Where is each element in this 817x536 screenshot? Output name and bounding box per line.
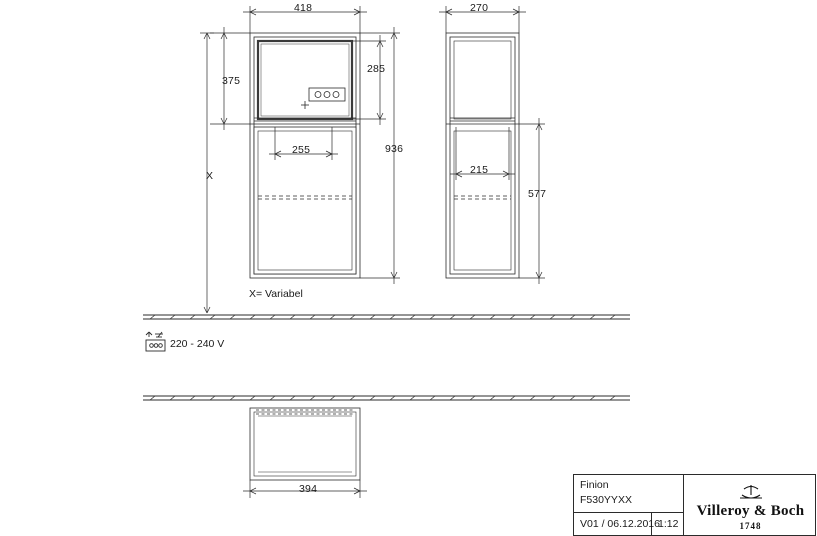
villeroy-boch-mark-icon [736, 483, 766, 503]
dimension-niche-height: 285 [367, 63, 386, 75]
dimension-side-lower-height: 577 [528, 188, 547, 200]
version-date: V01 / 06.12.2016 [580, 518, 660, 530]
note-voltage: 220 - 240 V [170, 338, 225, 350]
drawing-scale: 1:12 [658, 518, 679, 530]
dimension-plan-width: 394 [299, 483, 318, 495]
dimension-side-inner-width: 215 [470, 164, 489, 176]
brand-logo [684, 483, 817, 531]
dimension-variable-marker: X [206, 170, 214, 182]
dimension-upper-height: 375 [222, 75, 241, 87]
product-name: Finion [580, 479, 609, 491]
title-block-divider-horizontal [574, 512, 683, 513]
dimension-front-width: 418 [294, 2, 313, 14]
note-variable: X= Variabel [249, 288, 303, 300]
dimension-front-inner-width: 255 [292, 144, 311, 156]
brand-year: 1748 [739, 521, 762, 531]
dimension-total-height: 936 [385, 143, 404, 155]
dimension-side-width: 270 [470, 2, 489, 14]
title-block [573, 474, 816, 536]
brand-name: Villeroy & Boch [696, 503, 805, 519]
article-number: F530YYXX [580, 494, 632, 506]
